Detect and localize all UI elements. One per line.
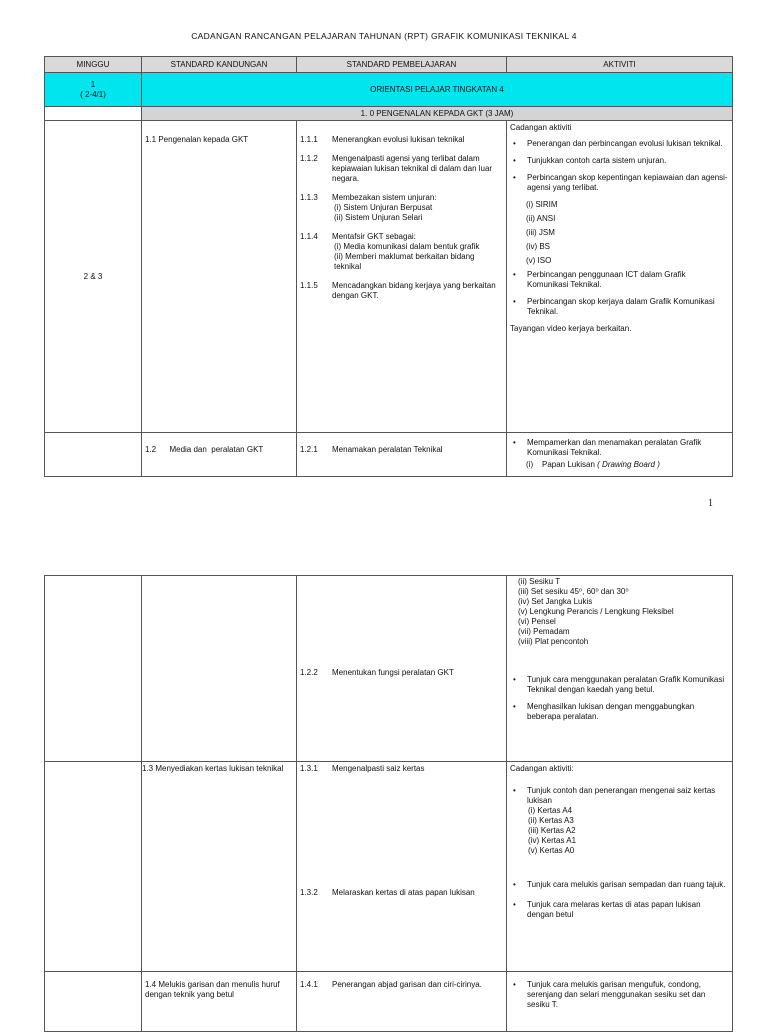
list-item: • Tunjuk cara melukis garisan sempadan dan ruang tajuk.	[510, 880, 729, 890]
sp-text: Membezakan sistem unjuran:	[332, 193, 437, 202]
list-item: • Tunjuk contoh dan penerangan mengenai saiz kertas lukisan	[510, 786, 729, 806]
week-2-3-cell: 2 & 3	[45, 121, 142, 433]
page-number: 1	[708, 498, 713, 509]
bullet-text: Perbincangan skop kepentingan kepiawaian dan agensi-agensi yang terlibat.	[527, 173, 728, 192]
sp-text: Melaraskan kertas di atas papan lukisan	[332, 888, 475, 897]
paper-size-item: (iii) Kertas A2	[528, 826, 576, 835]
sp-subitem: (i) Sistem Unjuran Berpusat	[334, 203, 433, 212]
sp-text: Mengenalpasti agensi yang terlibat dalam kepiawaian lukisan teknikal di dalam dan luar negara.	[332, 154, 493, 183]
sp-item	[300, 193, 503, 223]
tool-item: (v) Lengkung Perancis / Lengkung Fleksibel	[518, 607, 674, 616]
bullet-text: Tunjukkan contoh carta sistem unjuran.	[527, 156, 667, 165]
list-item: • Perbincangan skop kepentingan kepiawaian dan agensi-agensi yang terlibat.	[513, 173, 728, 192]
bullet-text: Tunjuk cara melukis garisan mengufuk, condong, serenjang dan selari menggunakan sesiku set dan sesiku T.	[527, 980, 706, 1009]
paper-size-item: (ii) Kertas A3	[528, 816, 574, 825]
sp-item	[300, 888, 503, 898]
table-header-row	[45, 57, 733, 73]
sp-item	[300, 668, 503, 678]
aktiviti-1-4-cell	[507, 972, 733, 1032]
bullet-text: Tunjuk contoh dan penerangan mengenai saiz kertas lukisan	[527, 786, 716, 805]
header-standard-pembelajaran: STANDARD PEMBELAJARAN	[297, 57, 507, 73]
sp-number: 1.2.2	[300, 668, 318, 677]
sk-1-2: 1.2 Media dan peralatan GKT	[142, 433, 297, 477]
agency-item: (i) SIRIM	[526, 200, 558, 209]
sp-1-3-cell	[297, 762, 507, 972]
sp-item	[300, 232, 503, 272]
orientation-row	[45, 73, 733, 107]
sp-text: Mentafsir GKT sebagai:	[332, 232, 416, 241]
sp-number: 1.1.2	[300, 154, 318, 163]
orientation-cell: ORIENTASI PELAJAR TINGKATAN 4	[142, 73, 733, 107]
sp-text: Menerangkan evolusi lukisan teknikal	[332, 135, 465, 144]
tool-label: (i) Papan Lukisan	[526, 460, 595, 469]
week-empty-cell	[45, 972, 142, 1032]
table-row	[45, 762, 733, 972]
sp-text: Mencadangkan bidang kerjaya yang berkaitan dengan GKT.	[332, 281, 496, 300]
page-title: CADANGAN RANCANGAN PELAJARAN TAHUNAN (RPT) GRAFIK KOMUNIKASI TEKNIKAL 4	[191, 31, 577, 41]
week-empty-cell	[45, 762, 142, 972]
sp-item	[300, 764, 503, 774]
aktiviti-1-1-cell	[507, 121, 733, 433]
aktiviti-1-2-cell	[507, 433, 733, 477]
sp-number: 1.1.3	[300, 193, 318, 202]
sp-number: 1.3.1	[300, 764, 318, 773]
bullet-text: Perbincangan skop kerjaya dalam Grafik Komunikasi Teknikal.	[527, 297, 715, 316]
sp-1-2-2-cell	[297, 576, 507, 762]
sk-1-4: 1.4 Melukis garisan dan menulis huruf dengan teknik yang betul	[142, 972, 297, 1032]
tool-item: (viii) Plat pencontoh	[518, 637, 589, 646]
sp-number: 1.4.1	[300, 980, 318, 989]
sp-text: Mengenalpasti saiz kertas	[332, 764, 425, 773]
aktiviti-1-3-cell	[507, 762, 733, 972]
week-number: 1	[90, 79, 96, 89]
week-1-cell	[45, 73, 142, 107]
list-item: • Tunjukkan contoh carta sistem unjuran.	[510, 156, 729, 166]
sp-text: Menentukan fungsi peralatan GKT	[332, 668, 454, 677]
sk-1-1: 1.1 Pengenalan kepada GKT	[142, 121, 297, 433]
aktiviti-tools-cell	[507, 576, 733, 762]
list-item: • Tunjuk cara melukis garisan mengufuk, condong, serenjang dan selari menggunakan sesiku set dan sesiku T.	[510, 980, 729, 1010]
bullet-text: Mempamerkan dan menamakan peralatan Grafik Komunikasi Teknikal.	[527, 438, 702, 457]
sp-1-4-1-cell	[297, 972, 507, 1032]
paper-size-item: (i) Kertas A4	[528, 806, 573, 815]
section-row	[45, 107, 733, 121]
sp-item	[300, 445, 503, 455]
paper-size-list	[510, 806, 729, 856]
agency-item: (iv) BS	[526, 242, 550, 251]
agency-item: (ii) ANSI	[526, 214, 556, 223]
tool-list	[510, 577, 729, 647]
paper-size-item: (v) Kertas A0	[528, 846, 575, 855]
table-row	[45, 433, 733, 477]
agency-list	[510, 200, 729, 266]
rpt-table-page-2	[44, 575, 733, 1032]
tool-item: (vi) Pensel	[518, 617, 556, 626]
sp-item	[300, 135, 503, 145]
sp-subitem: (i) Media komunikasi dalam bentuk grafik	[334, 242, 480, 251]
section-empty-cell	[45, 107, 142, 121]
list-item: • Tunjuk cara menggunakan peralatan Grafik Komunikasi Teknikal dengan kaedah yang betul.	[510, 675, 729, 695]
sp-text: Menamakan peralatan Teknikal	[332, 445, 443, 454]
sp-number: 1.1.5	[300, 281, 318, 290]
sp-item	[300, 980, 503, 990]
header-aktiviti: AKTIVITI	[507, 57, 733, 73]
agency-item: (iii) JSM	[526, 228, 555, 237]
week-empty-cell	[45, 576, 142, 762]
table-row	[45, 121, 733, 433]
sp-subitem: (ii) Sistem Unjuran Selari	[334, 213, 423, 222]
bullet-text: Tunjuk cara menggunakan peralatan Grafik Komunikasi Teknikal dengan kaedah yang betul.	[527, 675, 725, 694]
list-item: • Perbincangan skop kerjaya dalam Grafik Komunikasi Teknikal.	[510, 297, 729, 317]
bullet-text: Tunjuk cara melukis garisan sempadan dan ruang tajuk.	[527, 880, 726, 889]
tool-item	[510, 460, 729, 470]
bullet-text: Menghasilkan lukisan dengan menggabungkan beberapa peralatan.	[527, 702, 695, 721]
sp-number: 1.3.2	[300, 888, 318, 897]
sp-1-2-1-cell	[297, 433, 507, 477]
tool-item: (iii) Set sesiku 45⁰, 60⁰ dan 30⁰	[518, 587, 629, 596]
sp-item	[300, 154, 503, 184]
sp-number: 1.2.1	[300, 445, 318, 454]
aktiviti-note: Tayangan video kerjaya berkaitan.	[510, 324, 632, 333]
aktiviti-heading: Cadangan aktiviti	[510, 123, 572, 132]
week-dates: ( 2-4/1)	[80, 89, 106, 99]
sp-text: Penerangan abjad garisan dan ciri-cirinya.	[332, 980, 482, 989]
tool-item: (iv) Set Jangka Lukis	[518, 597, 593, 606]
sk-1-3: 1.3 Menyediakan kertas lukisan teknikal	[142, 762, 297, 972]
sk-empty-cell	[142, 576, 297, 762]
header-minggu: MINGGU	[45, 57, 142, 73]
sp-item	[300, 281, 503, 301]
tool-english: ( Drawing Board )	[597, 460, 660, 469]
list-item: • Menghasilkan lukisan dengan menggabungkan beberapa peralatan.	[510, 702, 729, 722]
bullet-text: Tunjuk cara melaras kertas di atas papan lukisan dengan betul	[527, 900, 701, 919]
table-row	[45, 972, 733, 1032]
list-item: • Penerangan dan perbincangan evolusi lukisan teknikal.	[510, 139, 729, 149]
paper-size-item: (iv) Kertas A1	[528, 836, 577, 845]
sp-subitem: (ii) Memberi maklumat berkaitan bidang teknikal	[334, 252, 475, 271]
week-empty-cell	[45, 433, 142, 477]
aktiviti-heading: Cadangan aktiviti:	[510, 764, 574, 773]
sp-number: 1.1.4	[300, 232, 318, 241]
list-item: • Tunjuk cara melaras kertas di atas papan lukisan dengan betul	[510, 900, 729, 920]
sp-number: 1.1.1	[300, 135, 318, 144]
list-item: • Perbincangan penggunaan ICT dalam Grafik Komunikasi Teknikal.	[510, 270, 729, 290]
bullet-text: Perbincangan penggunaan ICT dalam Grafik Komunikasi Teknikal.	[527, 270, 686, 289]
table-row	[45, 576, 733, 762]
bullet-text: Penerangan dan perbincangan evolusi lukisan teknikal.	[527, 139, 723, 148]
sp-1-1-cell	[297, 121, 507, 433]
agency-item: (v) ISO	[526, 256, 552, 265]
rpt-table-page-1	[44, 56, 733, 477]
header-standard-kandungan: STANDARD KANDUNGAN	[142, 57, 297, 73]
section-title: 1. 0 PENGENALAN KEPADA GKT (3 JAM)	[142, 107, 733, 121]
tool-item: (vii) Pemadam	[518, 627, 570, 636]
tool-item: (ii) Sesiku T	[518, 577, 561, 586]
list-item: • Mempamerkan dan menamakan peralatan Grafik Komunikasi Teknikal.	[510, 438, 729, 458]
